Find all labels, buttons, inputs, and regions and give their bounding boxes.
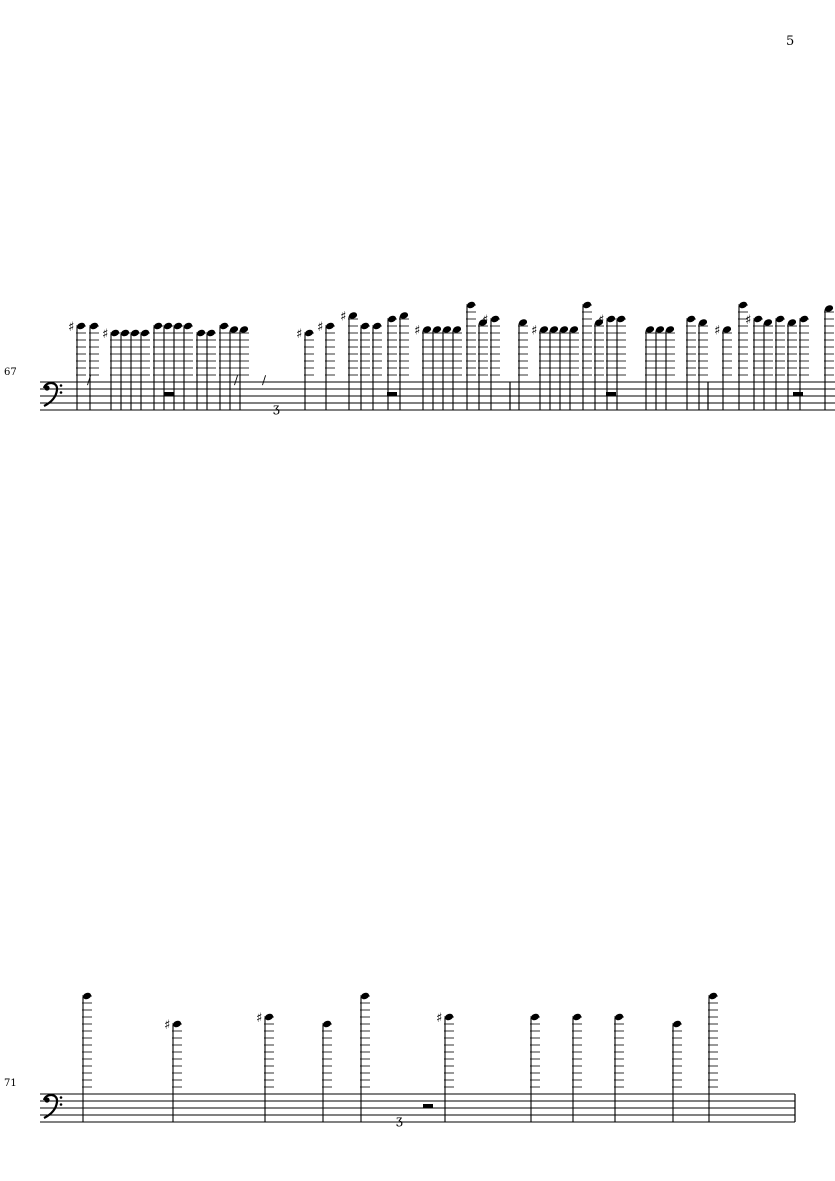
sharp-accidental: ♯ — [714, 323, 721, 339]
whole-rest — [423, 1104, 433, 1108]
sharp-accidental: ♯ — [745, 313, 752, 328]
note — [82, 992, 92, 1122]
sharp-accidental: ♯ — [482, 313, 489, 328]
sharp-accidental: ♯ — [296, 327, 303, 342]
note — [436, 1011, 454, 1122]
sharp-accidental: ♯ — [414, 323, 421, 339]
page-number: 5 — [786, 34, 795, 49]
note — [322, 1020, 332, 1122]
sharp-accidental: ♯ — [317, 320, 324, 335]
measure-number: 71 — [4, 1078, 17, 1089]
eighth-rest: ∕ — [87, 373, 92, 387]
note — [530, 1013, 540, 1122]
note — [614, 1013, 624, 1122]
note — [708, 992, 718, 1122]
eighth-rest: ∕ — [262, 373, 267, 387]
sixteenth-rest: ʒ — [273, 401, 280, 415]
sharp-accidental: ♯ — [164, 1018, 171, 1033]
eighth-rest: ʒ — [396, 1113, 403, 1127]
sharp-accidental: ♯ — [68, 320, 75, 335]
sharp-accidental: ♯ — [256, 1011, 263, 1026]
note — [672, 1020, 682, 1122]
measure-number: 67 — [4, 367, 17, 378]
bass-clef-dot — [44, 1097, 49, 1102]
note — [164, 1018, 182, 1122]
bass-clef — [44, 1095, 62, 1118]
staff-lines — [40, 1094, 795, 1122]
sharp-accidental: ♯ — [102, 327, 109, 342]
sharp-accidental: ♯ — [340, 309, 347, 325]
eighth-rest: ∕ — [234, 373, 239, 387]
note — [360, 992, 370, 1122]
bass-clef-dot — [60, 1103, 63, 1106]
sharp-accidental: ♯ — [531, 323, 538, 339]
sharp-accidental: ♯ — [436, 1011, 443, 1026]
note — [256, 1011, 274, 1122]
bass-clef-dot — [60, 1096, 63, 1099]
note — [572, 1013, 582, 1122]
sharp-accidental: ♯ — [598, 313, 605, 328]
